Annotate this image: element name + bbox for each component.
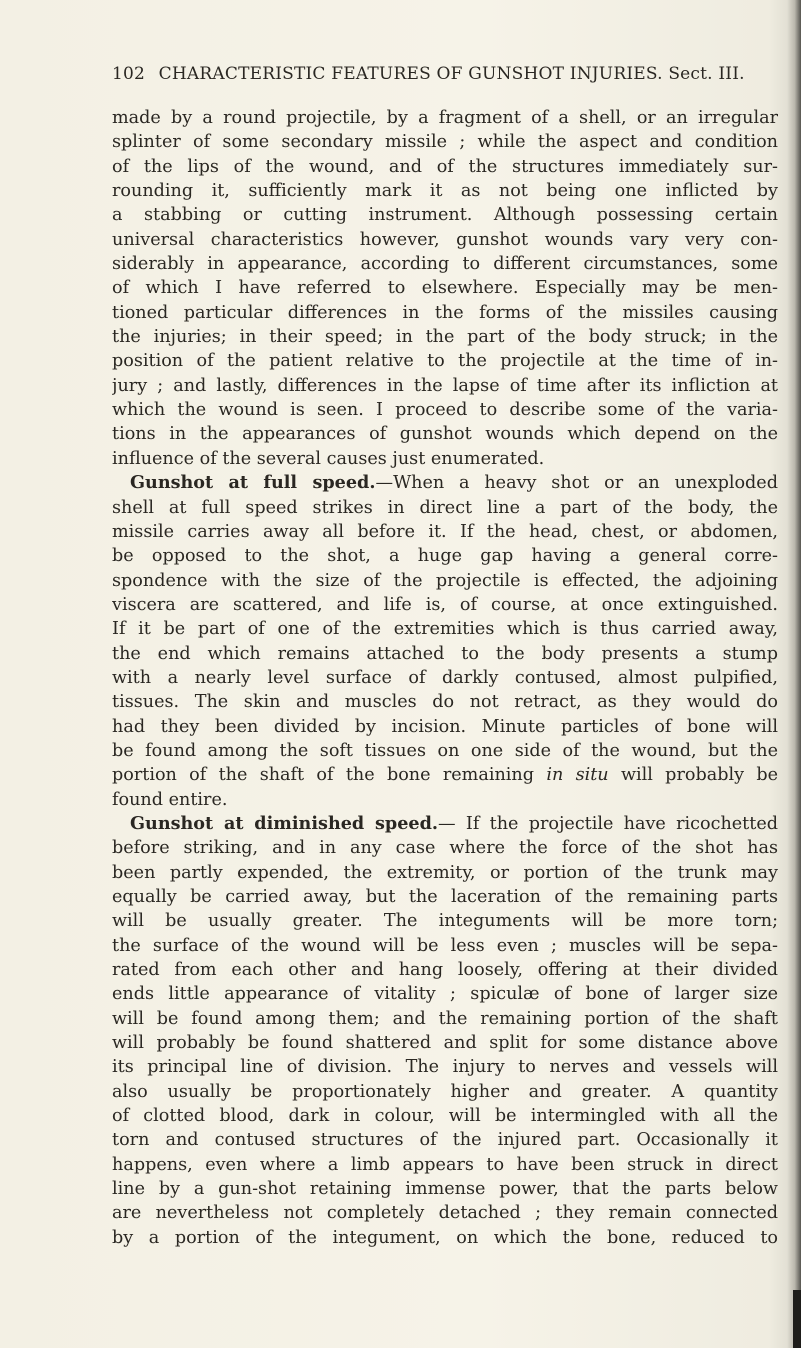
- text-line: be opposed to the shot, a huge gap having a general corre-: [112, 546, 778, 567]
- text-line: If it be part of one of the extremities which is thus carried away,: [112, 619, 778, 640]
- text-run: portion of the shaft of the bone remaining: [112, 765, 547, 786]
- text-line: missile carries away all before it. If the head, chest, or abdomen,: [112, 521, 778, 542]
- text-line: will be usually greater. The integuments will be more torn;: [112, 911, 778, 932]
- text-run: —When a heavy shot or an unexploded: [375, 473, 778, 494]
- text-line: equally be carried away, but the laceration of the remaining parts: [112, 887, 778, 907]
- text-line: siderably in appearance, according to different circumstances, some: [112, 254, 778, 275]
- text-line: are nevertheless not completely detached ; they remain connected: [112, 1203, 778, 1224]
- text-line: tions in the appearances of gunshot wounds which depend on the: [112, 424, 778, 445]
- text-line: will be found among them; and the remaining portion of the shaft: [112, 1008, 778, 1029]
- text-line: position of the patient relative to the projectile at the time of in-: [112, 351, 778, 372]
- text-line: tioned particular differences in the forms of the missiles causing: [112, 302, 778, 323]
- section-heading: Gunshot at diminished speed.: [130, 812, 439, 834]
- text-line: [112, 471, 778, 495]
- text-line: splinter of some secondary missile ; while the aspect and condition: [112, 132, 778, 153]
- running-header: [112, 64, 782, 84]
- page-number: 102: [112, 64, 146, 84]
- text-line: also usually be proportionately higher and greater. A quantity: [112, 1081, 778, 1102]
- paragraph-2: [112, 471, 778, 812]
- text-line: be found among the soft tissues on one side of the wound, but the: [112, 740, 778, 761]
- body-text: [112, 106, 778, 1250]
- text-line: of clotted blood, dark in colour, will be intermingled with all the: [112, 1106, 778, 1127]
- text-line: rounding it, sufficiently mark it as not being one inflicted by: [112, 181, 778, 202]
- section-label: Sect. III.: [668, 64, 745, 84]
- text-line: [112, 763, 778, 787]
- text-line: universal characteristics however, gunshot wounds vary very con-: [112, 229, 778, 250]
- text-line: the injuries; in their speed; in the part of the body struck; in the: [112, 327, 778, 348]
- text-line: [112, 812, 778, 836]
- text-line: tissues. The skin and muscles do not retract, as they would do: [112, 692, 778, 713]
- running-title: CHARACTERISTIC FEATURES OF GUNSHOT INJURIES.: [158, 64, 663, 84]
- text-line: which the wound is seen. I proceed to describe some of the varia-: [112, 400, 778, 421]
- text-line: will probably be found shattered and split for some distance above: [112, 1033, 778, 1054]
- text-line: by a portion of the integument, on which the bone, reduced to: [112, 1227, 778, 1248]
- text-line: shell at full speed strikes in direct line a part of the body, the: [112, 497, 778, 518]
- text-line: its principal line of division. The injury to nerves and vessels will: [112, 1057, 778, 1078]
- text-line: of the lips of the wound, and of the structures immediately sur-: [112, 156, 778, 177]
- page-edge-shadow: [787, 0, 801, 1348]
- text-line: had they been divided by incision. Minute particles of bone will: [112, 716, 778, 737]
- section-heading: Gunshot at full speed.: [130, 472, 376, 494]
- text-line: of which I have referred to elsewhere. Especially may be men-: [112, 278, 778, 299]
- text-line: the surface of the wound will be less even ; muscles will be sepa-: [112, 935, 778, 956]
- text-line: with a nearly level surface of darkly contused, almost pulpified,: [112, 667, 778, 688]
- text-line: viscera are scattered, and life is, of course, at once extinguished.: [112, 594, 778, 615]
- text-line: line by a gun-shot retaining immense power, that the parts below: [112, 1179, 778, 1200]
- italic-phrase: in situ: [546, 765, 609, 786]
- paragraph-3: [112, 812, 778, 1250]
- text-run: — If the projectile have ricochetted: [438, 813, 778, 834]
- text-line: ends little appearance of vitality ; spiculæ of bone of larger size: [112, 984, 778, 1005]
- text-line: found entire.: [112, 789, 228, 810]
- text-run: will probably be: [608, 765, 778, 786]
- text-line: jury ; and lastly, differences in the lapse of time after its infliction at: [112, 375, 778, 396]
- text-line: before striking, and in any case where the force of the shot has: [112, 838, 778, 859]
- paragraph-1: [112, 106, 778, 471]
- binding-shadow: [793, 1290, 801, 1348]
- text-line: torn and contused structures of the injured part. Occasionally it: [112, 1130, 778, 1151]
- text-line: the end which remains attached to the body presents a stump: [112, 643, 778, 664]
- text-line: made by a round projectile, by a fragment of a shell, or an irregular: [112, 108, 778, 128]
- text-line: spondence with the size of the projectile is effected, the adjoining: [112, 570, 778, 591]
- text-line: been partly expended, the extremity, or portion of the trunk may: [112, 862, 778, 883]
- text-line: a stabbing or cutting instrument. Although possessing certain: [112, 205, 778, 226]
- text-line: happens, even where a limb appears to have been struck in direct: [112, 1154, 778, 1175]
- text-line: influence of the several causes just enumerated.: [112, 448, 545, 469]
- text-line: rated from each other and hang loosely, offering at their divided: [112, 960, 778, 981]
